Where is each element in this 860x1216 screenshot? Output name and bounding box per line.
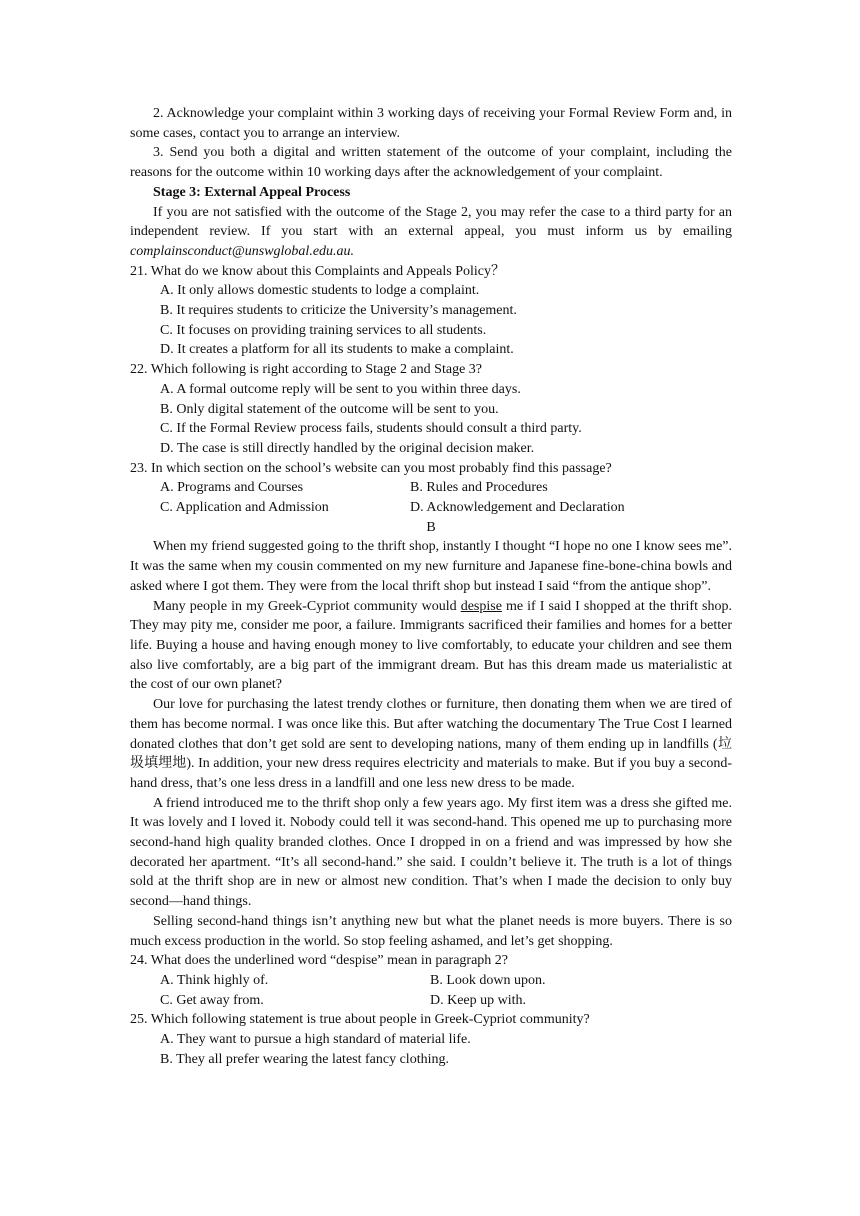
q22-option-c: C. If the Formal Review process fails, students should consult a third party.	[160, 421, 582, 437]
stage3-heading: Stage 3: External Appeal Process	[153, 184, 351, 200]
stage3-paragraph	[130, 203, 732, 262]
stage2-item-2: 2. Acknowledge your complaint within 3 working days of receiving your Formal Review Form and, in some cases, contact you to arrange an interview.	[130, 106, 732, 141]
exam-page	[130, 104, 732, 1069]
p2-text-after: me if I said I shopped at the thrift shop. They may pity me, consider me poor, a failure. Immigrants sacrificed their families and homes for a better life. Buying a house and having enough money to live comfortably, to educate your children and see them also live comfortably, are a big part of the immigrant dream. But has this dream made us materialistic at the cost of our own planet?	[130, 598, 732, 693]
q25-option-b: B. They all prefer wearing the latest fancy clothing.	[160, 1051, 449, 1067]
q23-options-row-1	[160, 478, 732, 498]
q24-options-row-1	[160, 971, 732, 991]
p2-text-before: Many people in my Greek-Cypriot community would	[153, 598, 461, 614]
question-25: 25. Which following statement is true about people in Greek-Cypriot community?	[130, 1012, 590, 1028]
question-24: 24. What does the underlined word “despise” mean in paragraph 2?	[130, 953, 508, 969]
underlined-word-despise: despise	[460, 598, 502, 614]
q23-option-b: B. Rules and Procedures	[410, 480, 548, 496]
q22-option-a: A. A formal outcome reply will be sent to you within three days.	[160, 381, 521, 397]
stage3-email: complainsconduct@unswglobal.edu.au.	[130, 243, 355, 259]
q23-option-d: D. Acknowledgement and Declaration	[410, 500, 625, 516]
q21-option-c: C. It focuses on providing training services to all students.	[160, 322, 487, 338]
q22-option-b: B. Only digital statement of the outcome will be sent to you.	[160, 401, 499, 417]
q21-option-d: D. It creates a platform for all its students to make a complaint.	[160, 342, 514, 358]
question-23: 23. In which section on the school’s website can you most probably find this passage?	[130, 460, 612, 476]
question-21: 21. What do we know about this Complaints and Appeals Policy？	[130, 263, 505, 279]
passage-b-label: B	[426, 519, 436, 535]
q24-option-d: D. Keep up with.	[430, 992, 527, 1008]
q24-option-b: B. Look down upon.	[430, 972, 546, 988]
q23-options-row-2	[160, 498, 732, 518]
q24-option-a: A. Think highly of.	[160, 972, 269, 988]
question-22: 22. Which following is right according to Stage 2 and Stage 3?	[130, 362, 483, 378]
q23-option-c: C. Application and Admission	[160, 500, 329, 516]
q22-option-d: D. The case is still directly handled by the original decision maker.	[160, 440, 535, 456]
stage3-text: If you are not satisfied with the outcome of the Stage 2, you may refer the case to a third party for an independent review. If you start with an external appeal, you must inform us by emailing	[130, 204, 732, 240]
passage-b-paragraph-3: Our love for purchasing the latest trendy clothes or furniture, then donating them when we are tired of them has become normal. I was once like this. But after watching the documentary The True Cost I learned donated clothes that don’t get sold are sent to developing nations, many of them ending up in landfills (垃圾填埋地). In addition, your new dress requires electricity and materials to make. But if you buy a second-hand dress, that’s one less dress in a landfill and one less new dress to be made.	[130, 697, 732, 791]
q25-option-a: A. They want to pursue a high standard of material life.	[160, 1032, 471, 1048]
q23-option-a: A. Programs and Courses	[160, 480, 304, 496]
passage-b-paragraph-5: Selling second-hand things isn’t anything new but what the planet needs is more buyers. There is so much excess production in the world. So stop feeling ashamed, and let’s get shopping.	[130, 913, 732, 949]
q21-option-b: B. It requires students to criticize the University’s management.	[160, 303, 517, 319]
passage-b-paragraph-4: A friend introduced me to the thrift shop only a few years ago. My first item was a dress she gifted me. It was lovely and I loved it. Nobody could tell it was second-hand. This opened me up to purchasing more second-hand high quality branded clothes. Once I dropped in on a friend and was impressed by how she decorated her apartment. “It’s all second-hand.” she said. I couldn’t believe it. The truth is a lot of things sold at the thrift shop are in new or almost new condition. That’s when I made the decision to only buy second—hand things.	[130, 795, 732, 910]
passage-b-paragraph-1: When my friend suggested going to the thrift shop, instantly I thought “I hope no one I know sees me”. It was the same when my cousin commented on my new furniture and Japanese fine-bone-china bowls and asked where I got them. They were from the local thrift shop but instead I said “from the antique shop”.	[130, 539, 732, 594]
q21-option-a: A. It only allows domestic students to lodge a complaint.	[160, 283, 480, 299]
passage-b-paragraph-2	[130, 597, 732, 696]
q24-option-c: C. Get away from.	[160, 992, 264, 1008]
q24-options-row-2	[160, 991, 732, 1011]
stage2-item-3: 3. Send you both a digital and written statement of the outcome of your complaint, including the reasons for the outcome within 10 working days after the acknowledgement of your complaint.	[130, 145, 732, 181]
